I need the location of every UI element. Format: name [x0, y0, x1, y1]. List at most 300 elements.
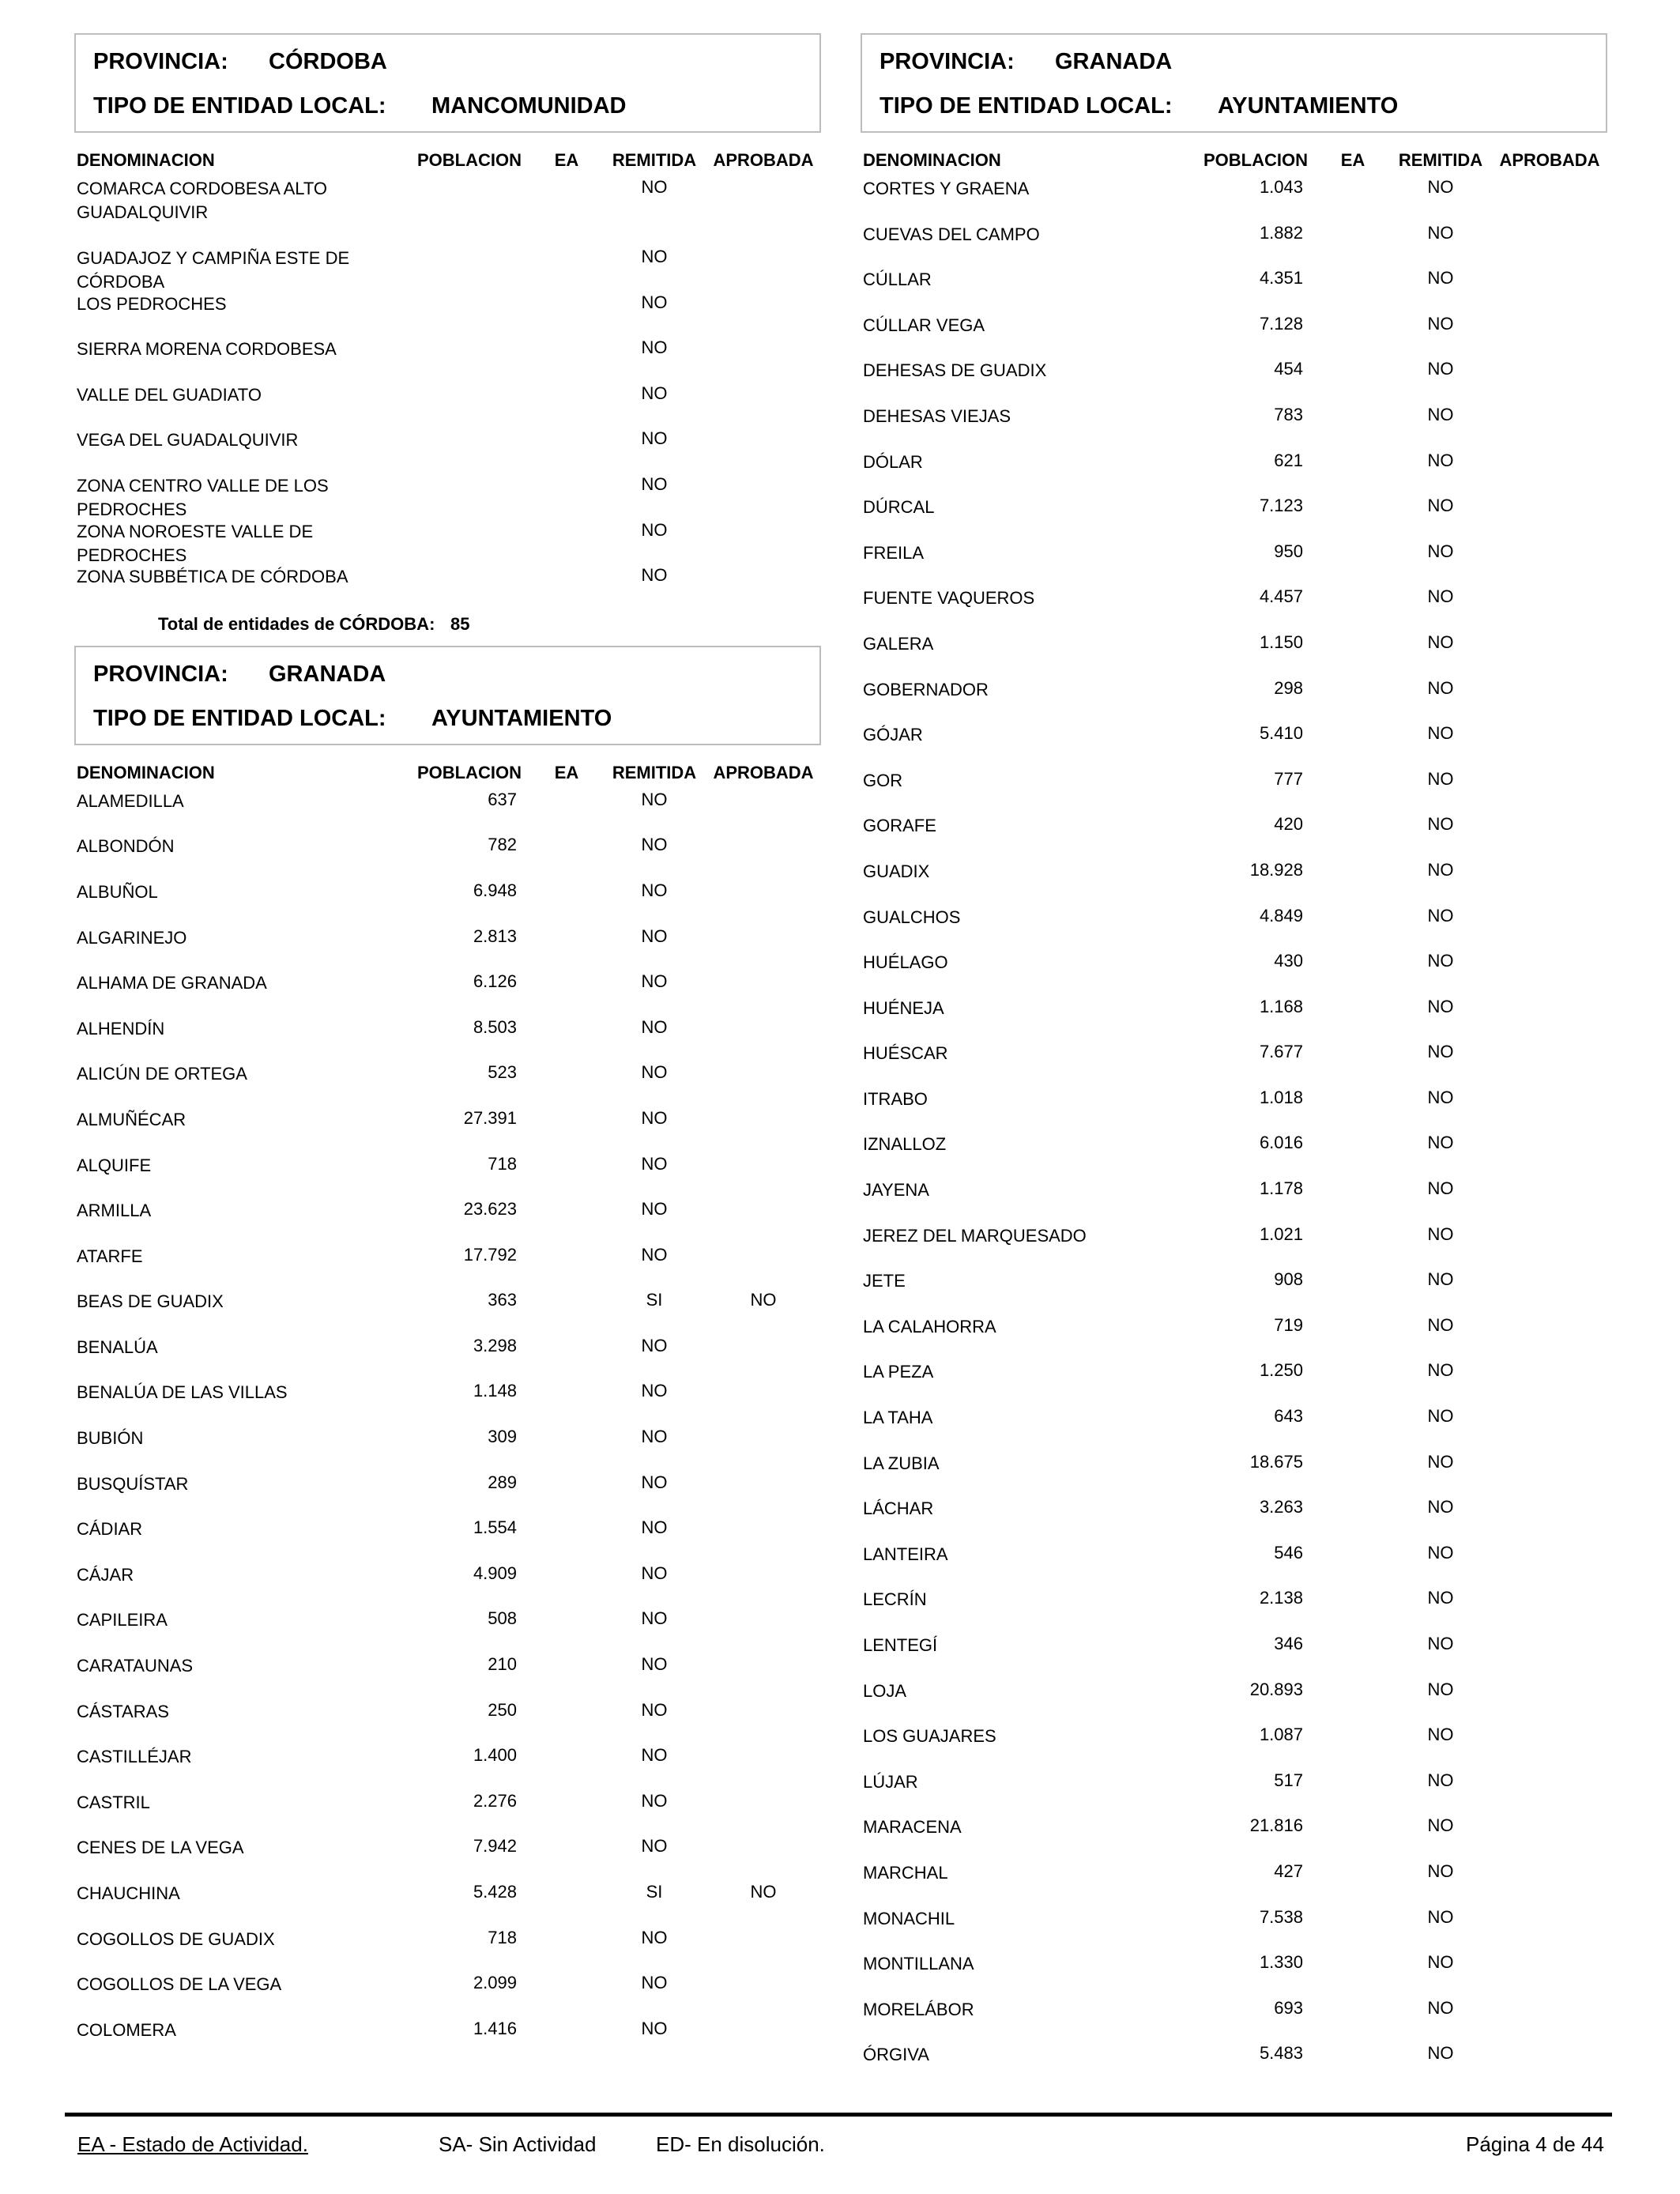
- entity-remitida: NO: [641, 1608, 668, 1629]
- entity-name: FREILA: [863, 542, 925, 563]
- entity-name: GUADIX: [863, 861, 930, 881]
- entity-name: ALQUIFE: [77, 1155, 152, 1175]
- entity-remitida: SI: [646, 1290, 663, 1310]
- table-row: [74, 1017, 821, 1063]
- entity-remitida: NO: [1427, 677, 1454, 698]
- entity-remitida: NO: [641, 292, 668, 312]
- entity-poblacion: 508: [488, 1608, 517, 1629]
- provincia-line: [880, 49, 1173, 75]
- header-remitida: REMITIDA: [1398, 150, 1483, 170]
- rows-granada-left: [74, 790, 821, 2064]
- footer-legend-ea: EA - Estado de Actividad.: [77, 2132, 308, 2156]
- entity-poblacion: 908: [1274, 1269, 1303, 1290]
- entity-poblacion: 27.391: [463, 1107, 517, 1128]
- entity-remitida: NO: [641, 1335, 668, 1355]
- entity-name: LENTEGÍ: [863, 1635, 938, 1655]
- table-row: [74, 1563, 821, 1609]
- entity-name: HUÉNEJA: [863, 997, 944, 1018]
- provincia-label: PROVINCIA:: [93, 661, 228, 687]
- left-column: [74, 33, 821, 2064]
- entity-remitida: NO: [1427, 1815, 1454, 1836]
- table-row: [861, 1178, 1607, 1224]
- entity-name: MONACHIL: [863, 1908, 955, 1928]
- table-row: [861, 450, 1607, 496]
- entity-poblacion: 2.138: [1259, 1588, 1303, 1608]
- entity-poblacion: 23.623: [463, 1199, 517, 1220]
- entity-remitida: NO: [1427, 1588, 1454, 1608]
- table-row: [861, 541, 1607, 587]
- table-row: [74, 1517, 821, 1563]
- entity-poblacion: 3.298: [473, 1335, 517, 1355]
- table-row: [74, 1154, 821, 1200]
- provincia-line: [93, 49, 387, 75]
- entity-name: DEHESAS DE GUADIX: [863, 360, 1047, 381]
- entity-poblacion: 643: [1274, 1406, 1303, 1427]
- entity-poblacion: 5.483: [1259, 2043, 1303, 2064]
- entity-poblacion: 21.816: [1249, 1815, 1303, 1836]
- entity-remitida: NO: [1427, 905, 1454, 925]
- entity-name: JETE: [863, 1271, 906, 1291]
- entity-name: MARACENA: [863, 1817, 962, 1838]
- entity-remitida: NO: [1427, 404, 1454, 424]
- table-row: [861, 951, 1607, 997]
- entity-name: VALLE DEL GUADIATO: [77, 384, 262, 405]
- footer-legend-ed: ED- En disolución.: [656, 2132, 825, 2156]
- entity-remitida: NO: [641, 1381, 668, 1401]
- entity-poblacion: 210: [488, 1654, 517, 1675]
- entity-remitida: NO: [641, 1427, 668, 1447]
- table-row: [74, 2019, 821, 2064]
- entity-poblacion: 1.416: [473, 2018, 517, 2038]
- tipo-value: AYUNTAMIENTO: [431, 705, 612, 731]
- entity-name: ZONA CENTRO VALLE DE LOS PEDROCHES: [77, 475, 329, 519]
- table-row: [74, 1973, 821, 2019]
- table-row: [74, 1245, 821, 1291]
- table-row: [861, 177, 1607, 223]
- column-headers: [74, 133, 821, 177]
- entity-poblacion: 427: [1274, 1860, 1303, 1881]
- entity-remitida: NO: [1427, 1860, 1454, 1881]
- entity-poblacion: 1.043: [1259, 177, 1303, 197]
- entity-poblacion: 2.813: [473, 925, 517, 946]
- entity-name: LA CALAHORRA: [863, 1316, 996, 1336]
- entity-poblacion: 517: [1274, 1770, 1303, 1790]
- table-row: [861, 223, 1607, 269]
- entity-name: GALERA: [863, 633, 934, 654]
- entity-poblacion: 4.351: [1259, 268, 1303, 288]
- table-row: [861, 1998, 1607, 2044]
- entity-name: VEGA DEL GUADALQUIVIR: [77, 430, 299, 450]
- table-row: [74, 1199, 821, 1245]
- header-aprobada: APROBADA: [1499, 150, 1600, 170]
- entity-remitida: NO: [641, 1016, 668, 1037]
- entity-name: GOBERNADOR: [863, 679, 989, 699]
- entity-poblacion: 950: [1274, 541, 1303, 561]
- entity-name: DEHESAS VIEJAS: [863, 405, 1011, 426]
- entity-poblacion: 1.168: [1259, 996, 1303, 1016]
- entity-name: ATARFE: [77, 1246, 143, 1266]
- entity-remitida: NO: [641, 1790, 668, 1811]
- header-poblacion: POBLACION: [1203, 150, 1308, 170]
- entity-remitida: NO: [641, 835, 668, 855]
- tipo-line: [93, 93, 627, 119]
- table-row: [74, 520, 821, 566]
- column-headers: [861, 133, 1607, 177]
- entity-remitida: NO: [641, 519, 668, 540]
- table-row: [74, 1836, 821, 1882]
- entity-poblacion: 718: [488, 1927, 517, 1947]
- entity-remitida: NO: [641, 1472, 668, 1492]
- entity-name: LÁCHAR: [863, 1498, 934, 1519]
- entity-poblacion: 420: [1274, 814, 1303, 835]
- entity-poblacion: 3.263: [1259, 1497, 1303, 1517]
- total-value: 85: [450, 613, 470, 634]
- entity-remitida: SI: [646, 1882, 663, 1902]
- entity-remitida: NO: [1427, 313, 1454, 334]
- entity-remitida: NO: [1427, 1451, 1454, 1472]
- entity-remitida: NO: [641, 177, 668, 197]
- table-row: [74, 1290, 821, 1336]
- table-row: [861, 632, 1607, 678]
- header-denominacion: DENOMINACION: [863, 150, 1001, 170]
- entity-poblacion: 719: [1274, 1314, 1303, 1335]
- entity-name: CASTILLÉJAR: [77, 1747, 192, 1767]
- entity-remitida: NO: [1427, 814, 1454, 835]
- entity-poblacion: 250: [488, 1699, 517, 1720]
- table-row: [74, 383, 821, 429]
- table-row: [74, 926, 821, 972]
- entity-name: CASTRIL: [77, 1792, 150, 1812]
- entity-poblacion: 4.909: [473, 1563, 517, 1583]
- entity-name: ARMILLA: [77, 1201, 152, 1221]
- entity-remitida: NO: [641, 880, 668, 900]
- entity-name: CORTES Y GRAENA: [863, 179, 1030, 198]
- entity-poblacion: 346: [1274, 1634, 1303, 1653]
- table-row: [861, 723, 1607, 769]
- entity-name: LOS GUAJARES: [863, 1726, 996, 1747]
- table-row: [861, 1088, 1607, 1133]
- header-aprobada: APROBADA: [713, 762, 814, 782]
- table-row: [861, 997, 1607, 1042]
- entity-remitida: NO: [1427, 996, 1454, 1016]
- table-row: [861, 814, 1607, 860]
- entity-poblacion: 1.330: [1259, 1952, 1303, 1973]
- entity-name: CÁSTARAS: [77, 1701, 169, 1721]
- entity-remitida: NO: [641, 1153, 668, 1174]
- entity-remitida: NO: [1427, 859, 1454, 880]
- entity-poblacion: 546: [1274, 1542, 1303, 1563]
- entity-remitida: NO: [1427, 1497, 1454, 1517]
- provincia-value: GRANADA: [269, 661, 386, 687]
- entity-poblacion: 430: [1274, 951, 1303, 971]
- table-row: [861, 1861, 1607, 1907]
- header-remitida: REMITIDA: [612, 150, 697, 170]
- table-row: [861, 1907, 1607, 1953]
- total-label: Total de entidades de CÓRDOBA:: [158, 613, 435, 634]
- entity-name: COLOMERA: [77, 2019, 176, 2040]
- entity-name: LOJA: [863, 1680, 907, 1701]
- entity-aprobada: NO: [750, 1290, 777, 1310]
- entity-poblacion: 523: [488, 1062, 517, 1083]
- table-row: [861, 678, 1607, 724]
- table-row: [861, 1224, 1607, 1270]
- entity-name: COMARCA CORDOBESA ALTO GUADALQUIVIR: [77, 179, 328, 222]
- entity-poblacion: 1.882: [1259, 222, 1303, 243]
- table-row: [74, 1654, 821, 1700]
- entity-name: LANTEIRA: [863, 1544, 948, 1564]
- entity-remitida: NO: [1427, 1133, 1454, 1153]
- entity-remitida: NO: [1427, 1997, 1454, 2018]
- entity-poblacion: 17.792: [463, 1244, 517, 1265]
- table-row: [74, 971, 821, 1017]
- entity-poblacion: 7.128: [1259, 313, 1303, 334]
- header-ea: EA: [554, 150, 579, 170]
- footer-legend-sa: SA- Sin Actividad: [439, 2132, 597, 2156]
- tipo-label: TIPO DE ENTIDAD LOCAL:: [93, 705, 386, 731]
- table-row: [861, 1679, 1607, 1725]
- entity-remitida: NO: [1427, 1223, 1454, 1244]
- rows-cordoba: [74, 177, 821, 611]
- header-poblacion: POBLACION: [417, 150, 522, 170]
- section-header-cordoba: [74, 33, 821, 133]
- entity-remitida: NO: [1427, 1087, 1454, 1107]
- table-row: [74, 1928, 821, 1973]
- entity-poblacion: 18.675: [1249, 1451, 1303, 1472]
- entity-remitida: NO: [1427, 1178, 1454, 1199]
- entity-name: LA PEZA: [863, 1362, 934, 1382]
- table-row: [861, 496, 1607, 541]
- entity-name: GOR: [863, 770, 903, 790]
- entity-remitida: NO: [1427, 768, 1454, 789]
- entity-name: ALHAMA DE GRANADA: [77, 973, 267, 993]
- entity-name: CÁJAR: [77, 1564, 134, 1585]
- entity-poblacion: 1.250: [1259, 1360, 1303, 1381]
- entity-poblacion: 7.942: [473, 1836, 517, 1857]
- table-row: [861, 860, 1607, 906]
- entity-name: DÚRCAL: [863, 497, 935, 518]
- entity-poblacion: 777: [1274, 768, 1303, 789]
- entity-poblacion: 2.276: [473, 1790, 517, 1811]
- entity-remitida: NO: [1427, 1269, 1454, 1290]
- entity-name: LOS PEDROCHES: [77, 293, 227, 314]
- entity-remitida: NO: [641, 1654, 668, 1675]
- entity-remitida: NO: [1427, 631, 1454, 652]
- table-row: [861, 769, 1607, 815]
- table-row: [74, 565, 821, 611]
- footer-divider: [65, 2113, 1612, 2117]
- table-row: [861, 1133, 1607, 1178]
- entity-name: JAYENA: [863, 1180, 929, 1201]
- table-row: [861, 2043, 1607, 2089]
- entity-poblacion: 1.021: [1259, 1223, 1303, 1244]
- entity-name: CÚLLAR: [863, 270, 932, 290]
- entity-remitida: NO: [1427, 177, 1454, 197]
- entity-remitida: NO: [641, 383, 668, 403]
- entity-poblacion: 783: [1274, 404, 1303, 424]
- entity-name: MARCHAL: [863, 1862, 948, 1883]
- entity-name: BEAS DE GUADIX: [77, 1291, 224, 1312]
- entity-poblacion: 6.948: [473, 880, 517, 900]
- entity-remitida: NO: [1427, 1725, 1454, 1745]
- table-row: [74, 247, 821, 292]
- section-header-granada: [861, 33, 1607, 133]
- entity-name: CAPILEIRA: [77, 1610, 168, 1630]
- entity-remitida: NO: [1427, 951, 1454, 971]
- entity-poblacion: 20.893: [1249, 1679, 1303, 1699]
- entity-name: ALMUÑÉCAR: [77, 1109, 186, 1129]
- header-remitida: REMITIDA: [612, 762, 697, 782]
- entity-remitida: NO: [1427, 1314, 1454, 1335]
- entity-remitida: NO: [1427, 723, 1454, 744]
- entity-name: CHAUCHINA: [77, 1883, 180, 1903]
- entity-name: BUBIÓN: [77, 1428, 144, 1449]
- tipo-label: TIPO DE ENTIDAD LOCAL:: [93, 93, 386, 119]
- table-row: [861, 1042, 1607, 1088]
- entity-poblacion: 2.099: [473, 1973, 517, 1993]
- table-row: [74, 292, 821, 338]
- entity-remitida: NO: [641, 1563, 668, 1583]
- entity-remitida: NO: [1427, 1042, 1454, 1062]
- table-row: [861, 359, 1607, 405]
- entity-name: ITRABO: [863, 1088, 928, 1109]
- entity-remitida: NO: [641, 1062, 668, 1083]
- table-row: [861, 1543, 1607, 1589]
- entity-remitida: NO: [1427, 2043, 1454, 2064]
- entity-name: ZONA NOROESTE VALLE DE PEDROCHES: [77, 521, 314, 565]
- entity-name: COGOLLOS DE GUADIX: [77, 1928, 275, 1949]
- entity-poblacion: 693: [1274, 1997, 1303, 2018]
- entity-poblacion: 621: [1274, 450, 1303, 470]
- tipo-label: TIPO DE ENTIDAD LOCAL:: [880, 93, 1173, 119]
- entity-name: BENALÚA DE LAS VILLAS: [77, 1382, 288, 1403]
- entity-name: ÓRGIVA: [863, 2045, 929, 2065]
- entity-remitida: NO: [641, 925, 668, 946]
- entity-name: CARATAUNAS: [77, 1656, 194, 1676]
- entity-poblacion: 309: [488, 1427, 517, 1447]
- entity-poblacion: 782: [488, 835, 517, 855]
- entity-remitida: NO: [641, 1927, 668, 1947]
- entity-poblacion: 637: [488, 789, 517, 809]
- header-aprobada: APROBADA: [713, 150, 814, 170]
- total-line: [74, 614, 821, 646]
- entity-name: CÁDIAR: [77, 1519, 143, 1540]
- entity-name: LA ZUBIA: [863, 1453, 940, 1473]
- entity-remitida: NO: [1427, 450, 1454, 470]
- entity-remitida: NO: [641, 789, 668, 809]
- entity-remitida: NO: [1427, 268, 1454, 288]
- entity-remitida: NO: [1427, 1360, 1454, 1381]
- entity-remitida: NO: [1427, 1634, 1454, 1653]
- entity-poblacion: 4.457: [1259, 586, 1303, 607]
- entity-poblacion: 6.016: [1259, 1133, 1303, 1153]
- entity-name: ALGARINEJO: [77, 927, 187, 948]
- entity-remitida: NO: [1427, 222, 1454, 243]
- table-row: [861, 268, 1607, 314]
- tipo-value: MANCOMUNIDAD: [431, 93, 627, 119]
- entity-poblacion: 363: [488, 1290, 517, 1310]
- table-row: [861, 1634, 1607, 1679]
- entity-poblacion: 1.554: [473, 1517, 517, 1538]
- entity-name: BENALÚA: [77, 1336, 158, 1357]
- entity-name: LÚJAR: [863, 1771, 918, 1792]
- entity-poblacion: 1.018: [1259, 1087, 1303, 1107]
- entity-remitida: NO: [641, 247, 668, 266]
- entity-poblacion: 6.126: [473, 971, 517, 992]
- table-row: [861, 314, 1607, 360]
- entity-name: CUEVAS DEL CAMPO: [863, 224, 1040, 244]
- table-row: [861, 1315, 1607, 1361]
- table-row: [861, 586, 1607, 632]
- table-row: [861, 1952, 1607, 1998]
- entity-name: IZNALLOZ: [863, 1134, 947, 1155]
- entity-name: MORELÁBOR: [863, 1999, 974, 2019]
- entity-name: ALHENDÍN: [77, 1018, 165, 1039]
- table-row: [74, 1700, 821, 1746]
- entity-remitida: NO: [641, 1199, 668, 1220]
- entity-remitida: NO: [641, 1517, 668, 1538]
- table-row: [861, 1406, 1607, 1452]
- entity-remitida: NO: [641, 337, 668, 358]
- entity-remitida: NO: [641, 565, 668, 586]
- table-row: [74, 790, 821, 835]
- entity-name: SIERRA MORENA CORDOBESA: [77, 339, 337, 360]
- table-row: [74, 428, 821, 474]
- table-row: [74, 1427, 821, 1472]
- entity-remitida: NO: [1427, 1952, 1454, 1973]
- entity-remitida: NO: [1427, 1679, 1454, 1699]
- table-row: [74, 1108, 821, 1154]
- entity-name: LA TAHA: [863, 1408, 933, 1428]
- entity-name: GUALCHOS: [863, 907, 961, 927]
- entity-name: BUSQUÍSTAR: [77, 1473, 189, 1494]
- entity-remitida: NO: [641, 2018, 668, 2038]
- entity-remitida: NO: [1427, 586, 1454, 607]
- provincia-value: CÓRDOBA: [269, 49, 387, 74]
- entity-name: ALBUÑOL: [77, 881, 158, 902]
- entity-name: DÓLAR: [863, 451, 923, 472]
- header-ea: EA: [554, 762, 579, 782]
- entity-poblacion: 8.503: [473, 1016, 517, 1037]
- rows-granada-right: [861, 177, 1607, 2089]
- table-row: [74, 1062, 821, 1108]
- entity-remitida: NO: [641, 1745, 668, 1766]
- entity-remitida: NO: [1427, 1542, 1454, 1563]
- entity-poblacion: 298: [1274, 677, 1303, 698]
- entity-poblacion: 7.538: [1259, 1906, 1303, 1927]
- entity-remitida: NO: [641, 1244, 668, 1265]
- entity-remitida: NO: [641, 1973, 668, 1993]
- table-row: [74, 880, 821, 926]
- table-row: [74, 177, 821, 247]
- header-denominacion: DENOMINACION: [77, 762, 215, 782]
- entity-remitida: NO: [1427, 541, 1454, 561]
- table-row: [74, 1745, 821, 1791]
- table-row: [74, 474, 821, 520]
- table-row: [861, 1360, 1607, 1406]
- entity-name: ALICÚN DE ORTEGA: [77, 1064, 247, 1084]
- table-row: [74, 1608, 821, 1654]
- table-row: [74, 1882, 821, 1928]
- right-column: [861, 33, 1607, 2089]
- entity-name: ZONA SUBBÉTICA DE CÓRDOBA: [77, 567, 348, 587]
- entity-poblacion: 5.410: [1259, 723, 1303, 744]
- tipo-line: [880, 93, 1399, 119]
- entity-name: LECRÍN: [863, 1589, 927, 1610]
- page-number: Página 4 de 44: [1466, 2132, 1604, 2156]
- entity-name: CÚLLAR VEGA: [863, 315, 985, 335]
- table-row: [74, 1381, 821, 1427]
- entity-poblacion: 454: [1274, 359, 1303, 379]
